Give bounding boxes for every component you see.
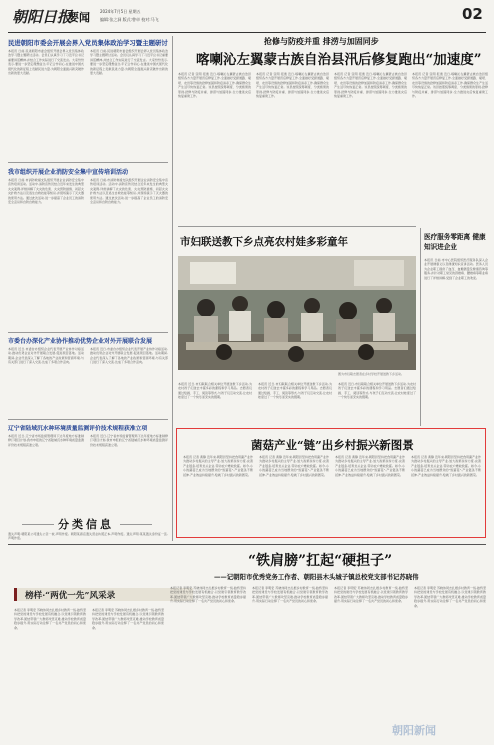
article-title: 市委台办深化产业协作推动优势企业对外开展联合发展 [8,338,153,345]
lead-story [178,36,488,224]
classified-section [8,514,168,541]
bottom-body-col5: 本报记者 李明宏 苏晓伟同志扎根乡村教育一线,始终坚持把党的建设与学校发展有机融合,以党建引领教育教学改革,团结带领广大教师攻坚克难,推动学校教育质量稳步提升,用实际行动诠释了一名共产党员的初心和使命。 [334,586,408,604]
column-rule [420,228,421,426]
lead-headline: 喀喇沁左翼蒙古族自治县汛后修复跑出“加速度” [196,52,482,68]
divider [8,162,168,163]
article-body-continued: 本报讯 近日,市委台办组织企业代表开展产业协作对接活动,推动优势企业对外开展联合发展,促进项目落地。活动期间,企业代表深入了解了各地的产业政策和营商环境,与有关部门进行了深入交流,达成了多项合作意向。 [90,347,168,365]
bottom-body-col4: 本报记者 李明宏 苏晓伟同志扎根乡村教育一线,始终坚持把党的建设与学校发展有机融合,以党建引领教育教学改革,团结带领广大教师攻坚克难,推动学校教育质量稳步提升,用实际行动诠释了一名共产党员的初心和使命。 [252,586,328,604]
bottom-feature [8,548,486,740]
highlighted-story-body: 本报讯 记者 黄静 近年来,朝阳县坚持把食用菌产业作为推动乡村振兴的主导产业,加大政策扶持力度,完善产业链条,培育龙头企业,带动农户增收致富。如今,小小的菌菇已成为当地群众的“致富菇”,产业链条不断延伸,产业效益持续提升,绘就了乡村振兴的新图景。 [183,455,253,477]
feature-body: 本报讯 近日,市妇联联合相关单位开展送教下乡活动,为农村孩子们送去丰富多彩的课程和学习用品。志愿者们通过绘画、手工、阅读等形式,与孩子们互动交流,让农村娃度过了一个快乐而充实的假期。 [178,382,252,400]
masthead-rule [8,32,486,33]
bottom-body-col6: 本报记者 李明宏 苏晓伟同志扎根乡村教育一线,始终坚持把党的建设与学校发展有机融合,以党建引领教育教学改革,团结带领广大教师攻坚克难,推动学校教育质量稳步提升,用实际行动诠释了一名共产党员的初心和使命。 [414,586,486,608]
article-body: 本报讯 日前,民进朝阳市委会组织开展会界入党员集体政治学习暨主题研讨活动。会员们认真学习了习近平总书记重要讲话精神,并结合工作实际进行了交流发言。大家纷纷表示,要进一步坚定理想信念,牢记合作初心,在推进中国式现代化的新征程上贡献民进力量,为朝阳全面振兴新突破作出新的更大贡献。 [8,49,84,76]
article-body: 本报讯 近日,市委台办组织企业代表开展产业协作对接活动,推动优势企业对外开展联合发展,促进项目落地。活动期间,企业代表深入了解了各地的产业政策和营商环境,与有关部门进行了深入交流,达成了多项合作意向。 [8,347,84,365]
highlighted-story-body-col2: 本报讯 记者 黄静 近年来,朝阳县坚持把食用菌产业作为推动乡村振兴的主导产业,加大政策扶持力度,完善产业链条,培育龙头企业,带动农户增收致富。如今,小小的菌菇已成为当地群众的“致富菇”,产业链条不断延伸,产业效益持续提升,绘就了乡村振兴的新图景。 [259,455,329,477]
right-title-text: 医疗服务零距离 健康知识进企业 [424,233,486,251]
column-banner-label: 榜样·“两优一先”风采录 [25,591,116,601]
left-column [8,36,168,541]
section-label: 要闻 [68,11,90,24]
photo-caption: 图为市妇联志愿者在乡村学校开展送教下乡活动。 [338,372,405,376]
column-rule [172,36,173,541]
feature-body-col2: 本报讯 近日,市妇联联合相关单位开展送教下乡活动,为农村孩子们送去丰富多彩的课程和学习用品。志愿者们通过绘画、手工、阅读等形式,与孩子们互动交流,让农村娃度过了一个快乐而充实的假期。 [258,382,332,400]
divider [178,226,416,227]
page-number: 02 [462,5,483,23]
article-body: 本报讯 日前,市消防救援支队组织开展企业消防安全集中宣传培训活动。活动中,消防宣传员结合近年来发生的典型火灾案例,详细讲解了火灾的危害、火灾预防措施、初起火灾扑救方法以及逃生自救技能等知识,并现场演示了灭火器的使用方法。通过此次活动,进一步提高了企业员工的消防安全意识和自防自救能力。 [8,178,84,205]
right-article-body: 本报讯 日前,市中心医院组织医疗服务队深入企业开展健康义诊及健康知识宣讲活动。医务人员为企业职工提供了血压、血糖测量及健康咨询等服务,并针对职工常见的颈椎病、腰椎病等职业病进行了详细讲解,受到了企业职工的欢迎。 [424,258,488,280]
watermark: 朝阳新闻 [392,724,436,737]
feature-body-col3: 本报讯 近日,市妇联联合相关单位开展送教下乡活动,为农村孩子们送去丰富多彩的课程和学习用品。志愿者们通过绘画、手工、阅读等形式,与孩子们互动交流,让农村娃度过了一个快乐而充实的假期。 [338,382,416,400]
classroom-photo [178,256,416,370]
highlighted-story-body-col3: 本报讯 记者 黄静 近年来,朝阳县坚持把食用菌产业作为推动乡村振兴的主导产业,加大政策扶持力度,完善产业链条,培育龙头企业,带动农户增收致富。如今,小小的菌菇已成为当地群众的“致富菇”,产业链条不断延伸,产业效益持续提升,绘就了乡村振兴的新图景。 [335,455,405,477]
divider [8,419,168,420]
edition-line: 编辑:张之洞 版式:曾卓 校对:马飞 [100,17,159,22]
highlighted-story-title: 菌菇产业“链”出乡村振兴新图景 [251,438,414,452]
classified-title: 分类信息 [58,518,114,531]
lead-body-col3: 本报讯 记者 张明 报道 近日,喀喇沁左翼蒙古族自治县组织各方力量开展汛后修复工作,全面做好受损道路、堤坝、农田等设施的抢修加固和防疫消杀工作,确保群众生产生活尽快恢复正常。该县按照统筹调度、分类施策的原则,抢修与防疫并重、排涝与加固同步,全力推进灾后恢复重建工作。 [334,72,407,99]
article-body: 本报讯 近日,辽宁省市场监督管理局下达年度地方标准制修订项目计划,我市申报的辽宁省陆域沉水种环境质量监测评价技术规程获准立项。 [8,434,84,447]
article-title: 民进朝阳市委会开展会界入党员集体政治学习暨主题研讨 [8,39,168,47]
lead-body-col4: 本报讯 记者 张明 报道 近日,喀喇沁左翼蒙古族自治县组织各方力量开展汛后修复工作,全面做好受损道路、堤坝、农田等设施的抢修加固和防疫消杀工作,确保群众生产生活尽快恢复正常。该县按照统筹调度、分类施策的原则,抢修与防疫并重、排涝与加固同步,全力推进灾后恢复重建工作。 [412,72,488,99]
highlighted-story-body-col4: 本报讯 记者 黄静 近年来,朝阳县坚持把食用菌产业作为推动乡村振兴的主导产业,加大政策扶持力度,完善产业链条,培育龙头企业,带动农户增收致富。如今,小小的菌菇已成为当地群众的“致富菇”,产业链条不断延伸,产业效益持续提升,绘就了乡村振兴的新图景。 [411,455,481,477]
column-banner [14,588,193,601]
feature-title: 市妇联送教下乡点亮农村娃多彩童年 [180,236,348,248]
classified-body: 遗失声明:朝阳某公司遗失公章一枚,声明作废。朝阳某商店遗失营业执照正本,声明作废。遗失声明:某某遗失身份证一张,声明作废。 [8,532,168,541]
masthead [0,0,494,40]
article-title: 我市组织开展企业消防安全集中宣传培训活动 [8,169,129,176]
right-article-title [424,232,488,252]
classified-rule-right [120,524,152,525]
highlighted-story-box [176,428,486,538]
bottom-body-col2: 本报记者 李明宏 苏晓伟同志扎根乡村教育一线,始终坚持把党的建设与学校发展有机融合,以党建引领教育教学改革,团结带领广大教师攻坚克难,推动学校教育质量稳步提升,用实际行动诠释了一名共产党员的初心和使命。 [92,608,164,630]
bottom-rule [8,544,486,545]
bottom-subhead: ——记朝阳市优秀党务工作者、朝阳县木头城子镇总校党支部书记苏晓伟 [214,573,419,581]
newspaper-logo: 朝阳日报 [12,8,73,26]
bottom-headline: “铁肩膀”扛起“硬担子” [248,553,393,569]
lead-body: 本报讯 记者 张明 报道 近日,喀喇沁左翼蒙古族自治县组织各方力量开展汛后修复工作,全面做好受损道路、堤坝、农田等设施的抢修加固和防疫消杀工作,确保群众生产生活尽快恢复正常。该县按照统筹调度、分类施策的原则,抢修与防疫并重、排涝与加固同步,全力推进灾后恢复重建工作。 [178,72,251,99]
article-body-continued: 本报讯 近日,辽宁省市场监督管理局下达年度地方标准制修订项目计划,我市申报的辽宁省陆域沉水种环境质量监测评价技术规程获准立项。 [90,434,168,447]
feature-story [178,230,416,420]
lead-body-col2: 本报讯 记者 张明 报道 近日,喀喇沁左翼蒙古族自治县组织各方力量开展汛后修复工作,全面做好受损道路、堤坝、农田等设施的抢修加固和防疫消杀工作,确保群众生产生活尽快恢复正常。该县按照统筹调度、分类施策的原则,抢修与防疫并重、排涝与加固同步,全力推进灾后恢复重建工作。 [256,72,329,99]
bottom-body: 本报记者 李明宏 苏晓伟同志扎根乡村教育一线,始终坚持把党的建设与学校发展有机融合,以党建引领教育教学改革,团结带领广大教师攻坚克难,推动学校教育质量稳步提升,用实际行动诠释了一名共产党员的初心和使命。 [14,608,86,630]
classified-rule-left [22,524,54,525]
right-column [424,232,488,428]
bottom-body-col3: 本报记者 李明宏 苏晓伟同志扎根乡村教育一线,始终坚持把党的建设与学校发展有机融合,以党建引领教育教学改革,团结带领广大教师攻坚克难,推动学校教育质量稳步提升,用实际行动诠释了一名共产党员的初心和使命。 [170,586,246,604]
article-body-continued: 本报讯 日前,市消防救援支队组织开展企业消防安全集中宣传培训活动。活动中,消防宣传员结合近年来发生的典型火灾案例,详细讲解了火灾的危害、火灾预防措施、初起火灾扑救方法以及逃生自救技能等知识,并现场演示了灭火器的使用方法。通过此次活动,进一步提高了企业员工的消防安全意识和自防自救能力。 [90,178,168,205]
divider [8,332,168,333]
article-body-continued: 本报讯 日前,民进朝阳市委会组织开展会界入党员集体政治学习暨主题研讨活动。会员们认真学习了习近平总书记重要讲话精神,并结合工作实际进行了交流发言。大家纷纷表示,要进一步坚定理想信念,牢记合作初心,在推进中国式现代化的新征程上贡献民进力量,为朝阳全面振兴新突破作出新的更大贡献。 [90,49,168,76]
date-line: 2024年7月5日 星期五 [100,9,141,14]
feature-photo [178,256,416,370]
lead-kicker: 抢修与防疫并重 排涝与加固同步 [264,36,379,46]
article-title: 辽宁省陆域沉水种环境质量监测评价技术规程获准立项 [8,426,148,432]
